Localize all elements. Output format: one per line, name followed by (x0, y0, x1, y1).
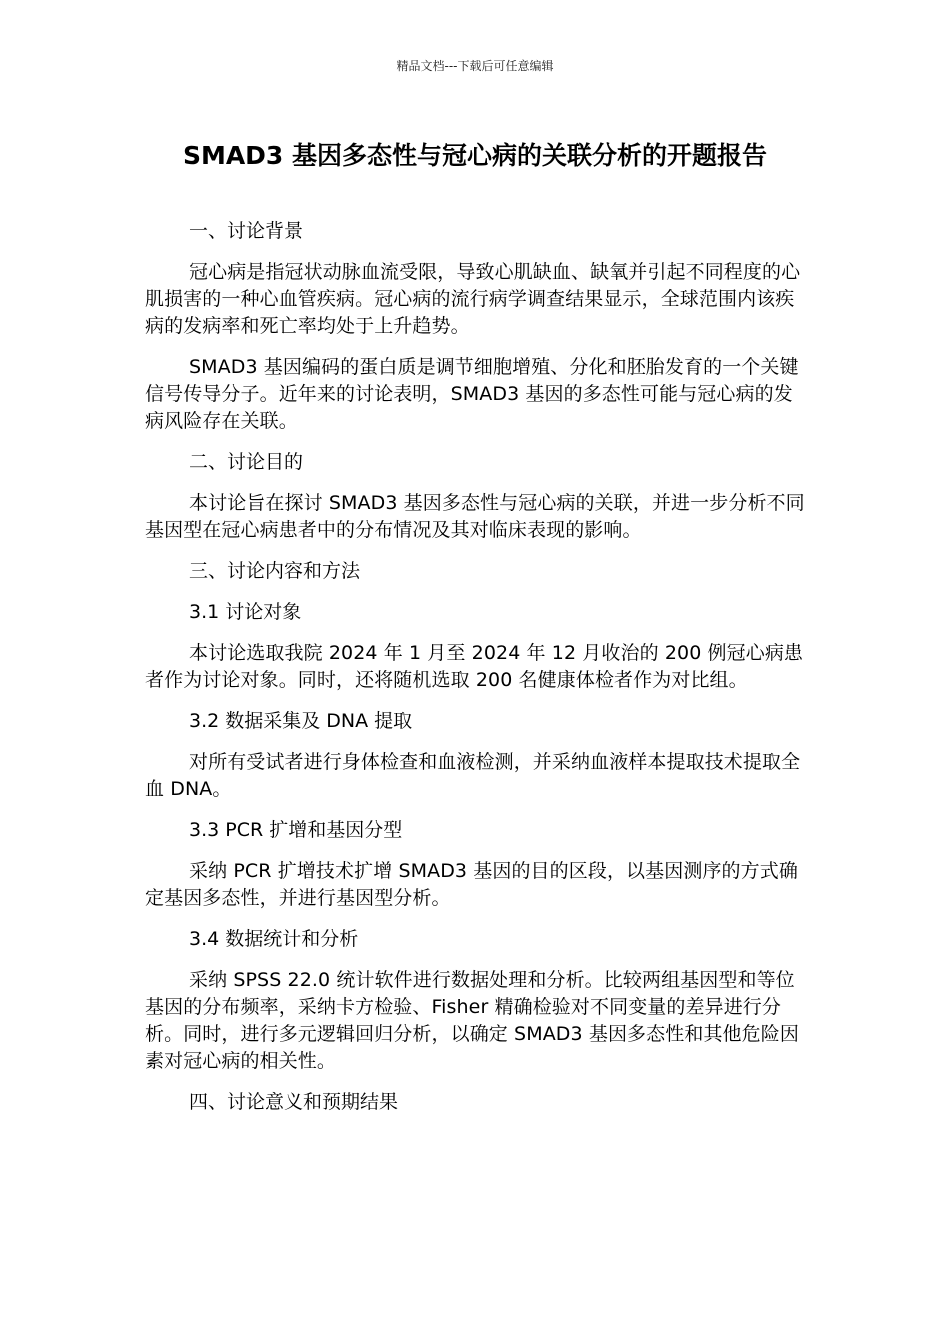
paragraph-data-collection: 对所有受试者进行身体检查和血液检测，并采纳血液样本提取技术提取全血 DNA。 (145, 751, 801, 800)
subsection-heading-3-2: 3.2 数据采集及 DNA 提取 (189, 710, 413, 732)
subsection-heading-3-1: 3.1 讨论对象 (189, 601, 302, 623)
page-header-note: 精品文档---下载后可任意编辑 (396, 59, 554, 73)
subsection-heading-3-4: 3.4 数据统计和分析 (189, 928, 359, 950)
document-body (145, 218, 810, 1130)
paragraph-purpose: 本讨论旨在探讨 SMAD3 基因多态性与冠心病的关联，并进一步分析不同基因型在冠心病患者中的分布情况及其对临床表现的影响。 (145, 492, 805, 541)
paragraph-background-1: 冠心病是指冠状动脉血流受限，导致心肌缺血、缺氧并引起不同程度的心肌损害的一种心血管疾病。冠心病的流行病学调查结果显示，全球范围内该疾病的发病率和死亡率均处于上升趋势。 (145, 261, 801, 337)
section-heading-methods: 三、讨论内容和方法 (189, 560, 361, 582)
section-heading-background: 一、讨论背景 (189, 220, 304, 242)
section-heading-purpose: 二、讨论目的 (189, 451, 304, 473)
paragraph-subjects: 本讨论选取我院 2024 年 1 月至 2024 年 12 月收治的 200 例冠心病患者作为讨论对象。同时，还将随机选取 200 名健康体检者作为对比组。 (145, 642, 804, 691)
paragraph-statistics: 采纳 SPSS 22.0 统计软件进行数据处理和分析。比较两组基因型和等位基因的分布频率，采纳卡方检验、Fisher 精确检验对不同变量的差异进行分析。同时，进行多元逻辑回归分析，以确定 SMAD3 基因多态性和其他危险因素对冠心病的相关性。 (145, 969, 799, 1072)
section-heading-significance: 四、讨论意义和预期结果 (189, 1091, 399, 1113)
paragraph-background-2: SMAD3 基因编码的蛋白质是调节细胞增殖、分化和胚胎发育的一个关键信号传导分子。近年来的讨论表明，SMAD3 基因的多态性可能与冠心病的发病风险存在关联。 (145, 356, 799, 432)
paragraph-pcr: 采纳 PCR 扩增技术扩增 SMAD3 基因的目的区段，以基因测序的方式确定基因多态性，并进行基因型分析。 (145, 860, 798, 909)
document-title: SMAD3 基因多态性与冠心病的关联分析的开题报告 (182, 141, 768, 170)
subsection-heading-3-3: 3.3 PCR 扩增和基因分型 (189, 819, 403, 841)
